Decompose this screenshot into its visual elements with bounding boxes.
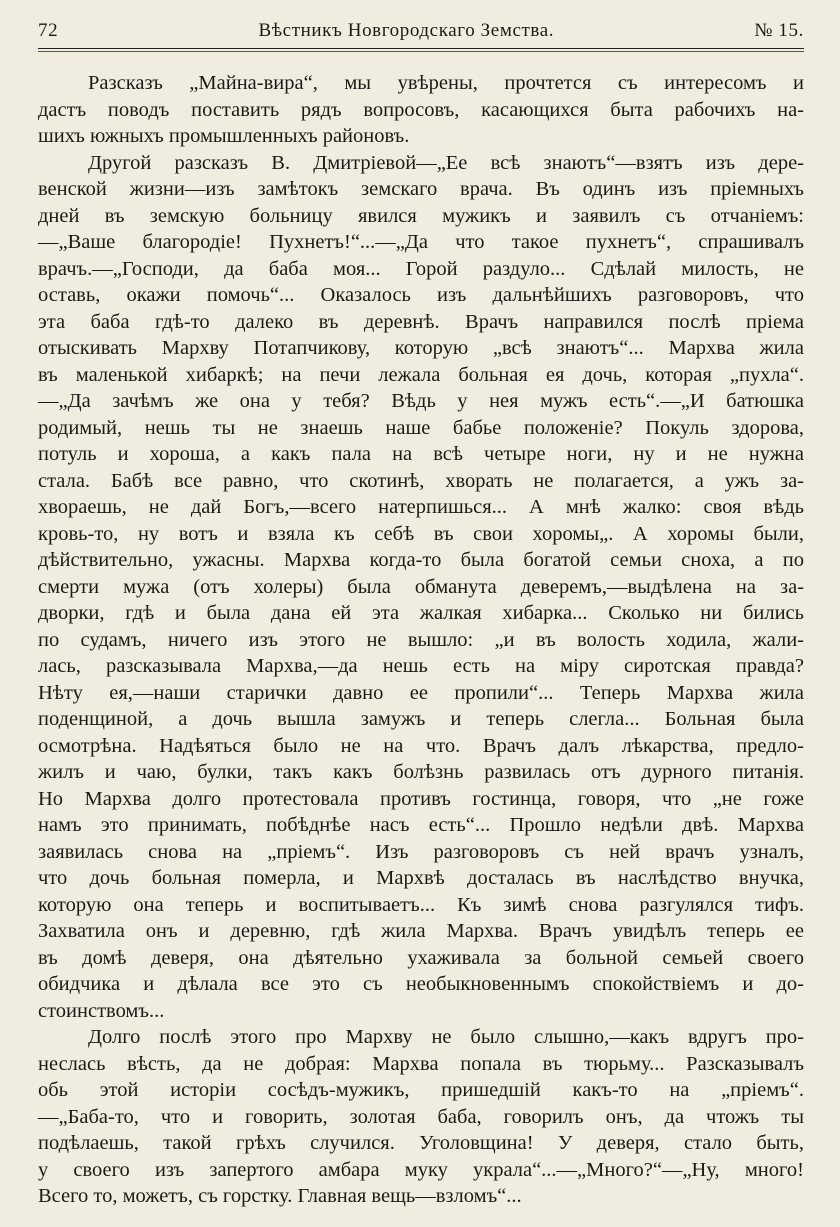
text-line: подѣлаешь, такой грѣхъ случился. Уголовщина! У деверя, стало быть, xyxy=(38,1132,804,1154)
text-line: —„Баба-то, что и говорить, золотая баба, говорилъ онъ, да чтожъ ты xyxy=(38,1105,804,1128)
text-line: потуль и хороша, а какъ пала на всѣ четыре ноги, ну и не нужна xyxy=(38,443,804,465)
text-line: Долго послѣ этого про Мархву не было слышно,—какъ вдругъ про- xyxy=(88,1026,804,1048)
page-number: 72 xyxy=(38,20,59,41)
text-line: жилъ и чаю, булки, такъ какъ болѣзнь развилась отъ дурного питанія. xyxy=(38,761,804,783)
text-line: кровь-то, ну вотъ и взяла къ себѣ въ свои хоромы„. А хоромы были, xyxy=(38,522,804,545)
text-line: дворки, гдѣ и была дана ей эта жалкая хибарка... Сколько ни бились xyxy=(38,602,804,624)
text-line: обидчика и дѣлала все это съ необыкновеннымъ спокойствіемъ и до- xyxy=(38,973,804,995)
text-line: лась, разсказывала Мархва,—да нешь есть на міру сиротская правда? xyxy=(38,655,804,677)
text-line: въ домѣ деверя, она дѣятельно ухаживала за больной семьей своего xyxy=(38,946,804,969)
text-line: которую она теперь и воспитываетъ... Къ зимѣ снова разгулялся тифъ. xyxy=(38,893,804,916)
text-line: что дочь больная померла, и Мархвѣ досталась въ наслѣдство внучка, xyxy=(38,867,804,889)
text-line: венской жизни—изъ замѣтокъ земскаго врача. Въ одинъ изъ пріемныхъ xyxy=(38,178,804,200)
text-line: по судамъ, ничего изъ этого не вышло: „и въ волость ходила, жали- xyxy=(38,628,804,651)
text-line: отыскивать Мархву Потапчикову, которую „всѣ знаютъ“... Мархва жила xyxy=(38,337,804,359)
text-line: дастъ поводъ поставить рядъ вопросовъ, касающихся быта рабочихъ на- xyxy=(38,98,804,121)
text-line: смерти мужа (отъ холеры) была обманута деверемъ,—выдѣлена на за- xyxy=(38,575,804,598)
text-line: заявилась снова на „пріемъ“. Изъ разговоровъ съ ней врачъ узналъ, xyxy=(38,840,804,863)
text-line: дней въ земскую больницу явился мужикъ и заявилъ съ отчаніемъ: xyxy=(38,204,804,227)
text-line: стоинствомъ... xyxy=(38,999,165,1022)
text-line: Другой разсказъ В. Дмитріевой—„Ее всѣ знаютъ“—взятъ изъ дере- xyxy=(88,151,804,174)
journal-title: Вѣстникъ Новгородскаго Земства. xyxy=(258,20,555,41)
text-line: —„Ваше благородіе! Пухнетъ!“...—„Да что такое пухнетъ“, спрашивалъ xyxy=(38,231,804,253)
text-line: дѣйствительно, ужасны. Мархва когда-то была богатой семьи сноха, а по xyxy=(38,549,804,571)
text-line: въ маленькой хибаркѣ; на печи лежала больная ея дочь, которая „пухла“. xyxy=(38,363,804,386)
running-header xyxy=(38,20,804,50)
text-line: оставь, окажи помочь“... Оказалось изъ дальнѣйшихъ разговоровъ, что xyxy=(38,284,804,306)
text-line: стала. Бабѣ все равно, что скотинѣ, хворать не полагается, а ужъ за- xyxy=(38,469,804,492)
text-line: Разсказъ „Майна-вира“, мы увѣрены, прочтется съ интересомъ и xyxy=(88,72,804,94)
issue-number: № 15. xyxy=(754,20,804,41)
text-line: шихъ южныхъ промышленныхъ районовъ. xyxy=(38,125,410,147)
text-line: эта баба гдѣ-то далеко въ деревнѣ. Врачъ направился послѣ пріема xyxy=(38,310,804,333)
article-body xyxy=(38,70,804,1210)
paragraph xyxy=(38,1024,804,1210)
text-line: Но Мархва долго протестовала противъ гостинца, говоря, что „не гоже xyxy=(38,787,804,810)
paragraph xyxy=(38,150,804,1025)
text-line: —„Да зачѣмъ же она у тебя? Вѣдь у нея мужъ есть“.—„И батюшка xyxy=(38,390,804,412)
text-line: Всего то, можетъ, съ горстку. Главная вещь—взломъ“... xyxy=(38,1185,522,1207)
text-line: Захватила онъ и деревню, гдѣ жила Мархва. Врачъ увидѣлъ теперь ее xyxy=(38,920,804,942)
text-line: поденщиной, а дочь вышла замужъ и теперь слегла... Больная была xyxy=(38,708,804,730)
text-line: хвораешь, не дай Богъ,—всего натерпишься... А мнѣ жалко: своя вѣдь xyxy=(38,496,804,518)
text-line: обь этой исторіи сосѣдъ-мужикъ, пришедшій какъ-то на „пріемъ“. xyxy=(38,1079,804,1101)
text-line: неслась вѣсть, да не добрая: Мархва попала въ тюрьму... Разсказывалъ xyxy=(38,1052,804,1075)
text-line: Нѣту ея,—наши старички давно ее пропили“... Теперь Мархва жила xyxy=(38,681,804,704)
text-line: у своего изъ запертого амбара муку украла“...—„Много?“—„Ну, много! xyxy=(38,1158,804,1181)
text-line: намъ это принимать, побѣднѣе насъ есть“... Прошло недѣли двѣ. Мархва xyxy=(38,814,804,836)
paragraph xyxy=(38,70,804,150)
header-rule xyxy=(38,48,804,49)
text-line: врачъ.—„Господи, да баба моя... Горой раздуло... Сдѣлай милость, не xyxy=(38,257,804,280)
text-line: родимый, нешь ты не знаешь наше бабье положеніе? Покуль здорова, xyxy=(38,416,804,439)
text-line: осмотрѣна. Надѣяться было не на что. Врачъ далъ лѣкарства, предло- xyxy=(38,734,804,757)
